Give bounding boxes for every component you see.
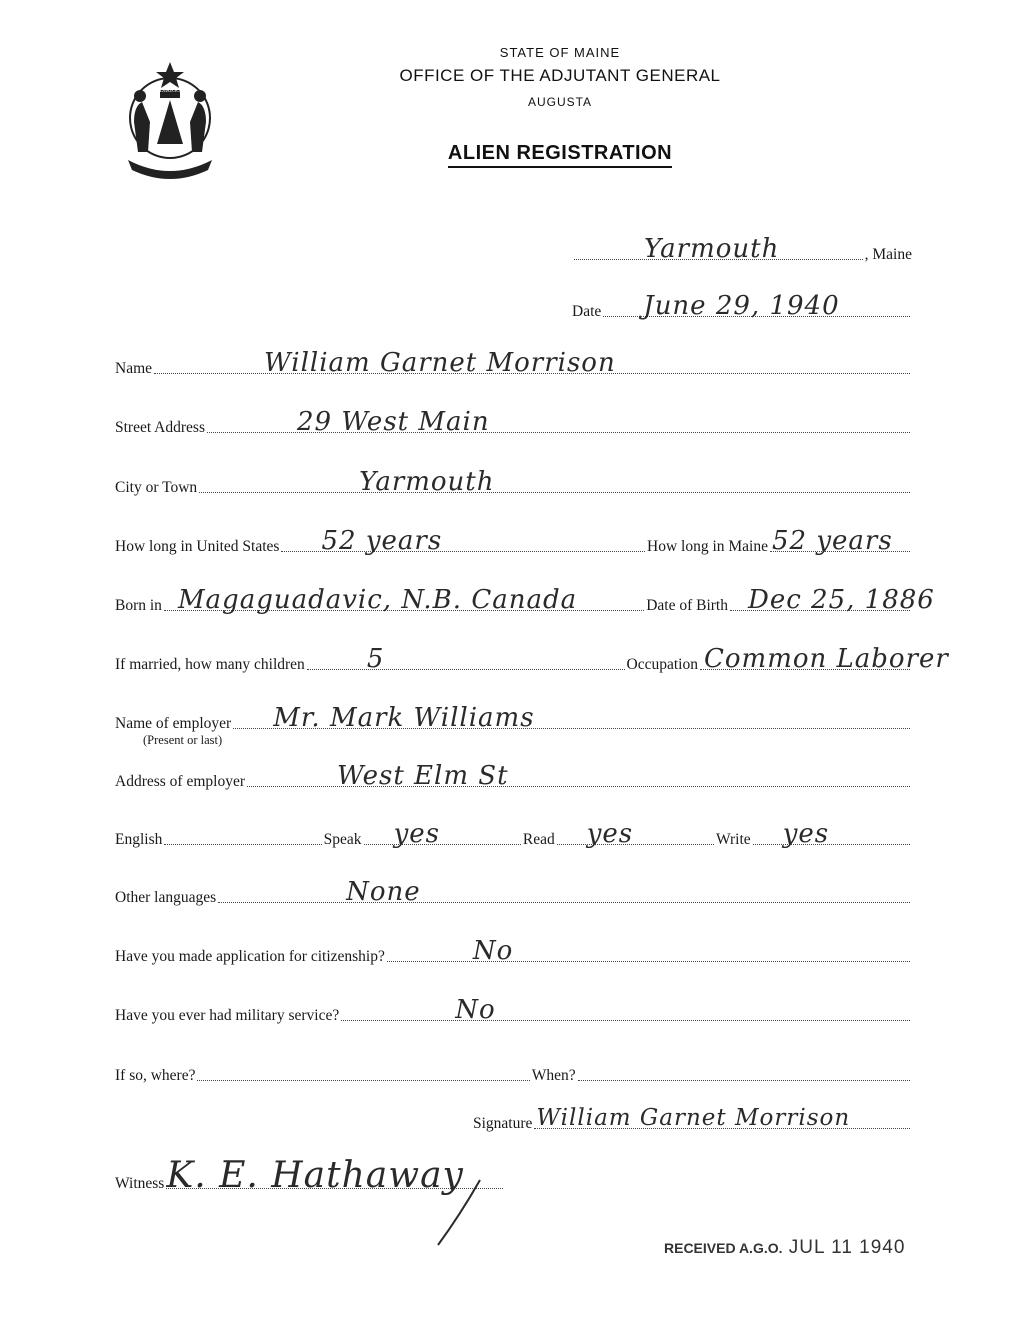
children-label: If married, how many children	[115, 656, 305, 673]
english-label: English	[115, 831, 163, 848]
military-value: No	[455, 995, 496, 1025]
city-field	[115, 467, 912, 497]
date-field	[572, 291, 912, 321]
dob-label: Date of Birth	[646, 597, 728, 614]
dob-value: Dec 25, 1886	[748, 585, 935, 615]
us-duration-label: How long in United States	[115, 538, 280, 555]
received-stamp	[664, 1237, 905, 1259]
signature-label: Signature	[473, 1115, 533, 1132]
when-label: When?	[531, 1067, 576, 1084]
witness-value: K. E. Hathaway	[166, 1155, 464, 1196]
state-heading: STATE OF MAINE	[499, 45, 621, 60]
children-occupation-field	[115, 644, 949, 674]
citizenship-label: Have you made application for citizenship?	[115, 948, 385, 965]
witness-label: Witness	[115, 1175, 165, 1192]
form-title: ALIEN REGISTRATION	[300, 142, 820, 165]
date-label: Date	[572, 303, 602, 320]
employer-address-label: Address of employer	[115, 773, 245, 790]
employer-field	[115, 703, 912, 733]
maine-duration-label: How long in Maine	[647, 538, 768, 555]
office-heading: OFFICE OF THE ADJUTANT GENERAL	[399, 66, 721, 85]
city-value: Yarmouth	[359, 467, 495, 497]
stamp-prefix: RECEIVED A.G.O.	[664, 1240, 783, 1256]
speak-label: Speak	[323, 831, 362, 848]
seal-banner-text: MAINE	[155, 162, 185, 172]
occupation-value: Common Laborer	[704, 644, 949, 674]
citizenship-value: No	[472, 936, 514, 966]
signature-value: William Garnet Morrison	[536, 1105, 851, 1131]
name-field	[115, 348, 912, 378]
where-label: If so, where?	[115, 1067, 196, 1084]
citizenship-field	[115, 936, 912, 966]
street-label: Street Address	[115, 419, 205, 436]
other-languages-value: None	[346, 877, 421, 907]
seal-motto-text: DIRIGO	[159, 88, 181, 94]
town-field	[572, 234, 912, 264]
street-value: 29 West Main	[296, 407, 490, 437]
signature-field	[473, 1105, 912, 1133]
english-field	[115, 819, 912, 849]
city-label: City or Town	[115, 479, 198, 496]
date-value: June 29, 1940	[643, 291, 840, 321]
stamp-date: JUL 11 1940	[788, 1237, 906, 1258]
employer-address-value: West Elm St	[337, 761, 509, 791]
born-value: Magaguadavic, N.B. Canada	[177, 585, 578, 615]
birth-field	[115, 585, 935, 615]
employer-value: Mr. Mark Williams	[273, 703, 535, 733]
write-value: yes	[782, 819, 830, 849]
employer-address-field	[115, 761, 912, 791]
town-suffix: , Maine	[864, 246, 912, 263]
write-label: Write	[716, 831, 751, 848]
employer-sublabel: (Present or last)	[143, 733, 223, 747]
residence-duration-field	[115, 526, 912, 556]
military-field	[115, 995, 912, 1025]
occupation-label: Occupation	[626, 656, 698, 673]
other-languages-label: Other languages	[115, 889, 217, 906]
where-when-field	[115, 1067, 912, 1085]
children-value: 5	[366, 644, 385, 674]
read-label: Read	[522, 831, 555, 848]
speak-value: yes	[393, 819, 440, 849]
witness-pen-stroke	[430, 1175, 490, 1250]
city-heading: AUGUSTA	[527, 95, 593, 109]
name-value: William Garnet Morrison	[264, 348, 616, 378]
born-label: Born in	[115, 597, 162, 614]
military-label: Have you ever had military service?	[115, 1007, 340, 1024]
employer-label: Name of employer	[115, 715, 232, 732]
street-field	[115, 407, 912, 437]
name-label: Name	[115, 360, 153, 377]
read-value: yes	[586, 819, 634, 849]
us-duration-value: 52 years	[321, 526, 443, 556]
maine-state-seal-icon	[112, 52, 228, 182]
other-languages-field	[115, 877, 912, 907]
town-value: Yarmouth	[644, 234, 780, 264]
maine-duration-value: 52 years	[772, 526, 893, 556]
